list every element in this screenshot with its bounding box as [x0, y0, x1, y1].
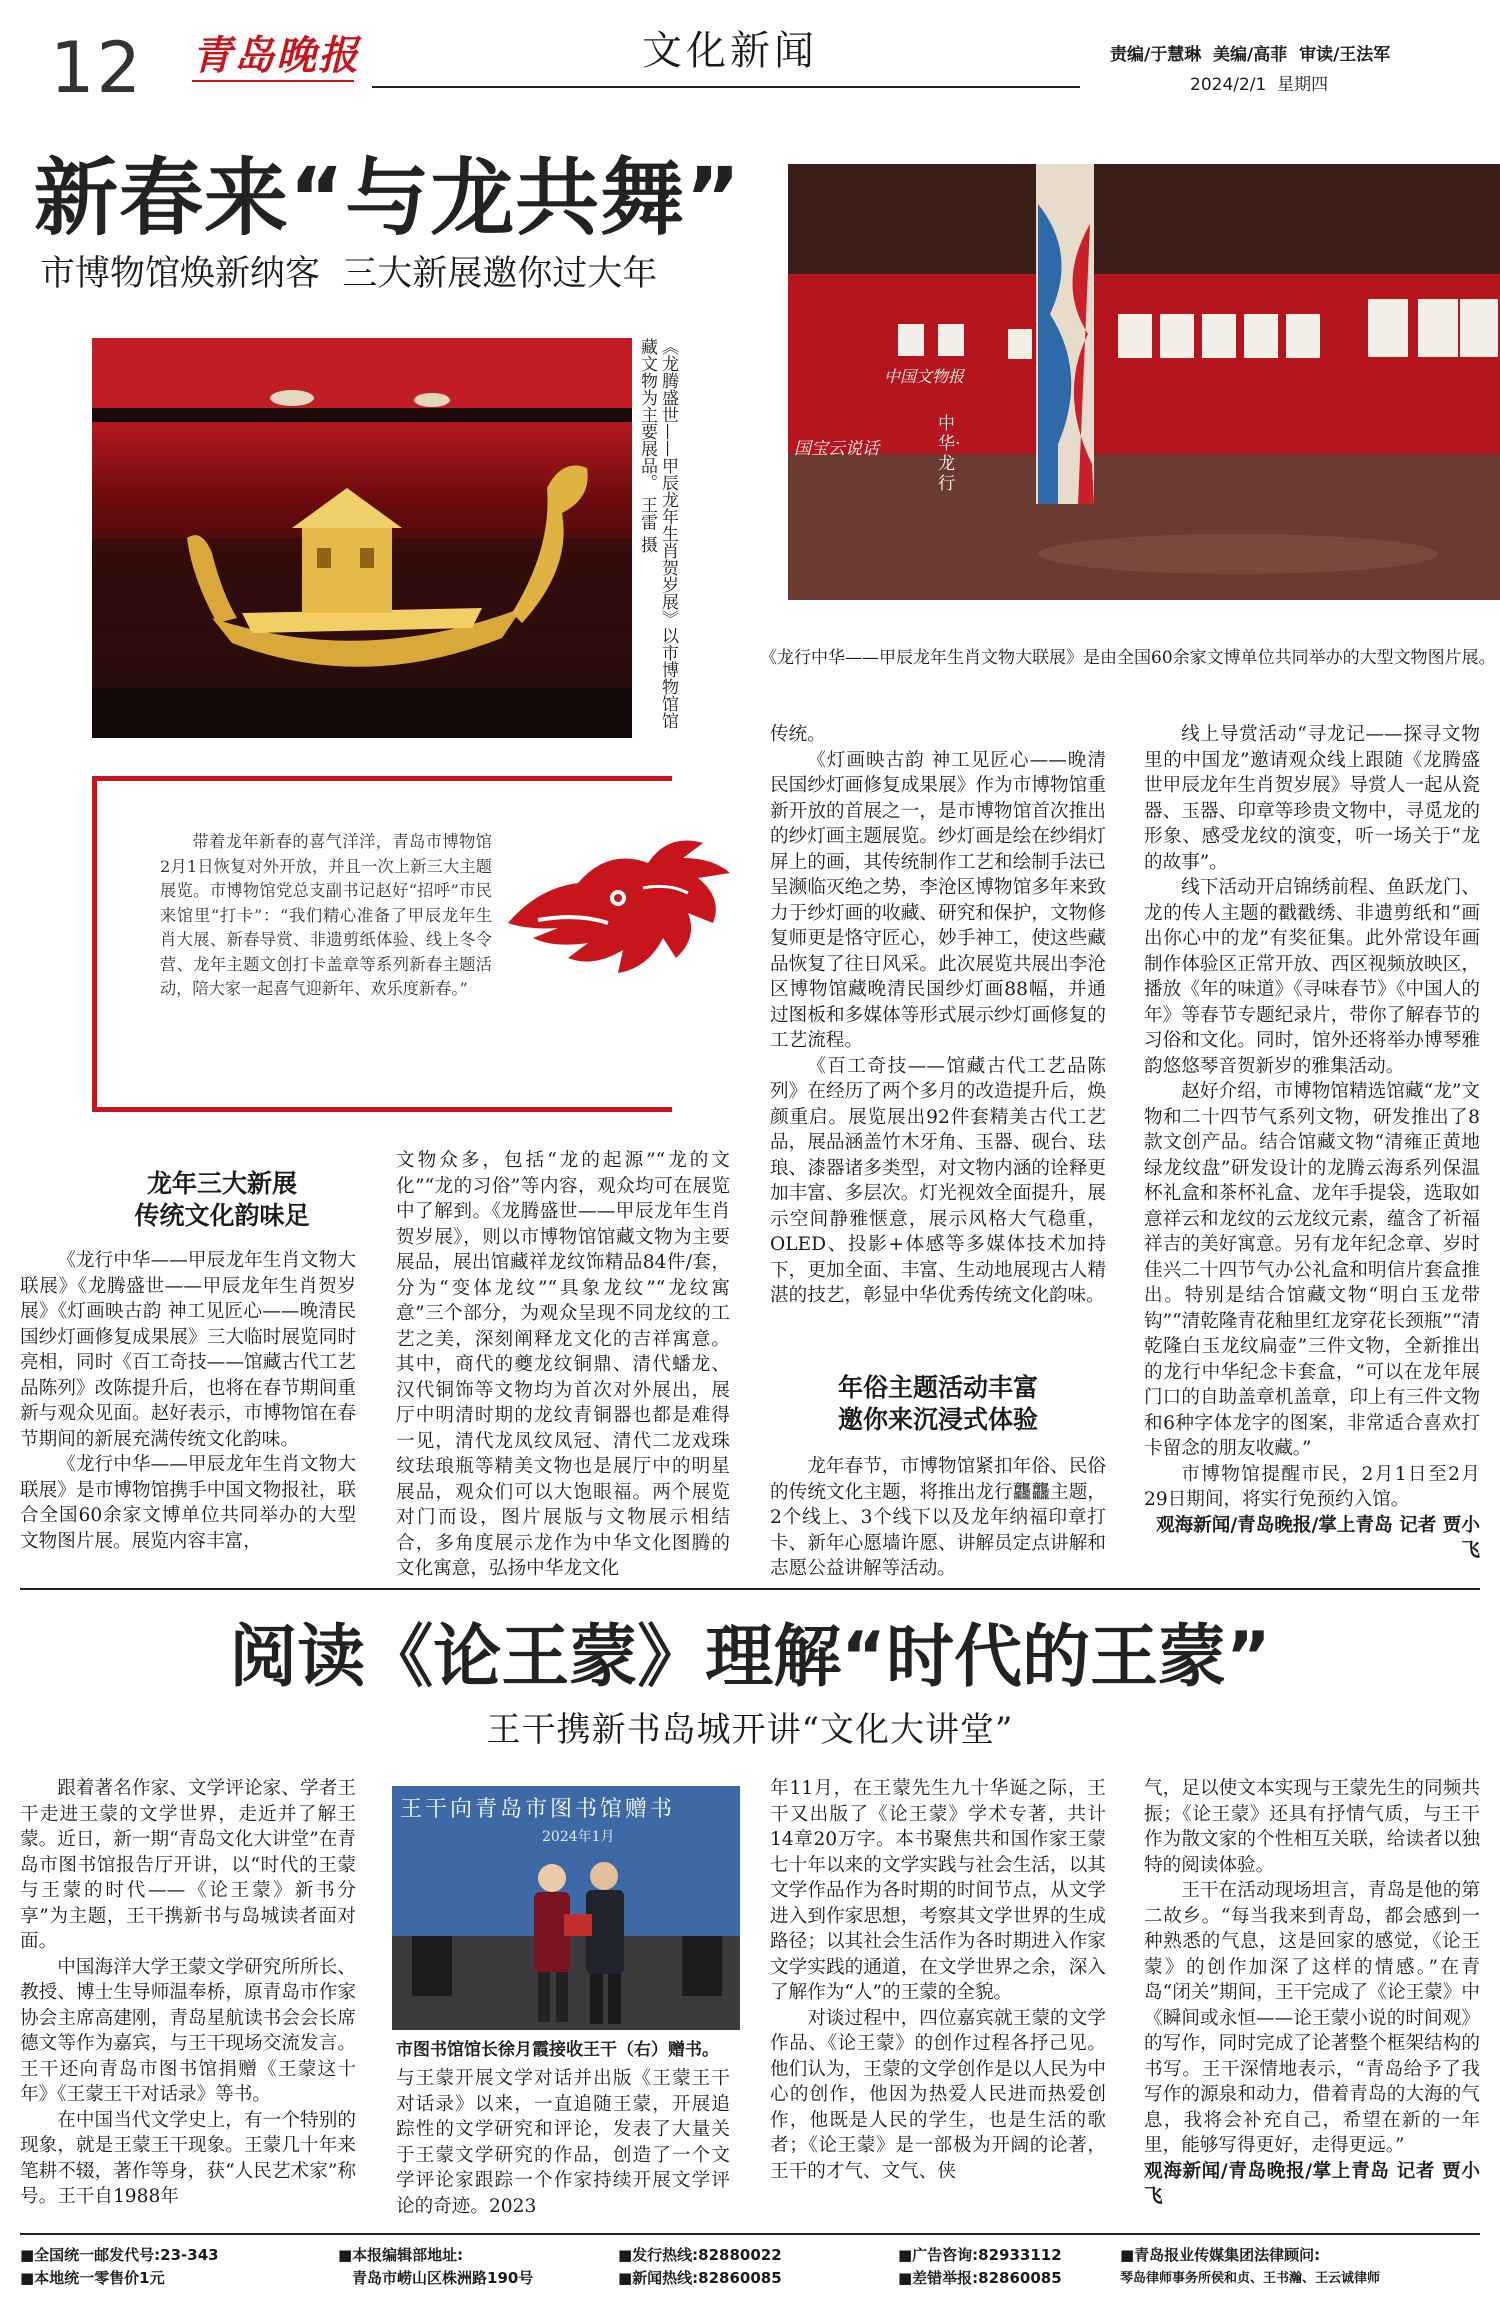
- a1-col2: [396, 1148, 730, 1582]
- a2-col1-p1: 跟着著名作家、文学评论家、学者王干走进王蒙的文学世界，走近并了解王蒙。近日，新一期“青岛文化大讲堂”在青岛市图书馆报告厅开讲，以“时代的王蒙与王蒙的时代——《论王蒙》新书分享”为主题，王干携新书与岛城读者面对面。: [20, 1778, 356, 1952]
- subhead-1b-line2: 邀你来沉浸式体验: [837, 1405, 1038, 1434]
- a1-col4-p4: 市博物馆提醒市民，2月1日至2月29日期间，将实行免预约入馆。: [1144, 1463, 1480, 1510]
- dragon-papercut-icon: [498, 828, 736, 1008]
- a1-col3-p3: 《百工奇技——馆藏古代工艺品陈列》在经历了两个多月的改造提升后，焕颜重启。展览展出92件套精美古代工艺品，展品涵盖竹木牙角、玉器、砚台、珐琅、漆器诸多类型，对文物内涵的诠释更加丰富、多层次。灯光视效全面提升，展示空间静雅惬意，展示风格大气稳重，OLED、投影+体感等多媒体技术加持下，更加全面、丰富、生动地展现古人精湛的技艺，彰显中华优秀传统文化韵味。: [770, 1055, 1106, 1306]
- footer-col-postal: [20, 2244, 300, 2290]
- header-rule-left: [192, 80, 354, 82]
- header-rule: [372, 86, 1080, 88]
- headline-1: 新春来“与龙共舞”: [34, 149, 742, 247]
- a1-col3: [770, 722, 1106, 1309]
- masthead-logo: 青岛晚报: [192, 32, 360, 79]
- headline-2: 阅读《论王蒙》理解“时代的王蒙”: [229, 1618, 1271, 1697]
- photo3-date: 2024年1月: [542, 1829, 615, 1845]
- a1-byline: 观海新闻/青岛晚报/掌上青岛 记者 贾小飞: [1155, 1514, 1480, 1561]
- footer-distribution-hotline: ■发行热线:82880022: [618, 2246, 782, 2264]
- a1-col4-p3: 赵好介绍，市博物馆精选馆藏“龙”文物和二十四节气系列文物，研发推出了8款文创产品。结合馆藏文物“清雍正黄地绿龙纹盘”研发设计的龙腾云海系列保温杯礼盒和茶杯礼盒、龙年手提袋，选取如意祥云和龙纹的云龙纹元素，蕴含了祈福祥吉的美好寓意。另有龙年纪念章、岁时佳兴二十四节气办公礼盒和明信片套盒推出。特别是结合馆藏文物“明白玉龙带钩”“清乾隆青花釉里红龙穿花长颈瓶”“清乾隆白玉龙纹扁壶”三件文物，全新推出的龙行中华纪念卡套盒，“可以在龙年展门口的自助盖章机盖章，印上有三件文物和6种字体龙字的图案，非常适合喜欢打卡留念的朋友收藏。”: [1144, 1081, 1480, 1459]
- footer-error-report: ■差错举报:82860085: [898, 2269, 1062, 2287]
- footer-postal-code: ■全国统一邮发代号:23-343: [20, 2246, 219, 2264]
- footer-col-legal: [1120, 2244, 1480, 2290]
- a2-col2: [396, 2066, 730, 2219]
- a2-col3: [770, 1776, 1106, 2184]
- photo2-caption: 《龙行中华——甲辰龙年生肖文物大联展》是由全国60余家文博单位共同举办的大型文物图片展。: [760, 648, 1496, 668]
- a1-col3-p2: 《灯画映古韵 神工见匠心——晚清民国纱灯画修复成果展》作为市博物馆重新开放的首展之一，是市博物馆首次推出的纱灯画主题展览。纱灯画是绘在纱绢灯屏上的画，其传统制作工艺和绘制手法已呈濒临灭绝之势，李沧区博物馆多年来致力于纱灯画的收藏、研究和保护，文物修复师更是恪守匠心，妙手神工，使这些藏品恢复了往日风采。此次展览共展出李沧区博物馆藏晚清民国纱灯画88幅，并通过图板和多媒体等形式展示纱灯画修复的工艺流程。: [770, 749, 1106, 1051]
- a2-col2-p1: 与王蒙开展文学对话并出版《王蒙王干对话录》以来，一直追随王蒙，开展追踪性的文学研究和评论，发表了大量关于王蒙文学研究的作品，创造了一个文学评论家跟踪一个作家持续开展文学评论的奇迹。2023: [396, 2068, 730, 2217]
- exhibition-hall-photo: [788, 164, 1500, 600]
- a2-byline: 观海新闻/青岛晚报/掌上青岛 记者 贾小飞: [1144, 2160, 1480, 2207]
- subhead-1a: [52, 1168, 392, 1232]
- a1-col4: [1144, 722, 1480, 1564]
- a1-col2-p1: 文物众多，包括“龙的起源”“龙的文化”“龙的习俗”等内容，观众均可在展览中了解到。《龙腾盛世——甲辰龙年生肖贺岁展》，则以市博物馆馆藏文物为主要展品，展出馆藏祥龙纹饰精品84件/套，分为“变体龙纹”“具象龙纹”“龙纹寓意”三个部分，为观众呈现不同龙纹的工艺之美，深刻阐释龙文化的吉祥寓意。其中，商代的夔龙纹铜鼎、清代蟠龙、汉代铜饰等文物均为首次对外展出，展厅中明清时期的龙纹青铜器也都是难得一见，清代龙凤纹凤冠、清代二龙戏珠纹珐琅瓶等精美文物也是展厅中的明星展品，观众们可以大饱眼福。两个展览对门而设，图片展版与文物展示相结合，多角度展示龙作为中华文化图腾的文化寓意，弘扬中华龙文化: [396, 1150, 730, 1579]
- a2-col4-p1: 气，足以使文本实现与王蒙先生的同频共振；《论王蒙》还具有抒情气质，与王干作为散文家的个性相互关联，给读者以独特的阅读体验。: [1144, 1778, 1480, 1876]
- a1-col3-p4: 龙年春节，市博物馆紧扣年俗、民俗的传统文化主题，将推出龙行龘龘主题，2个线上、3个线下以及龙年纳福印章打卡、新年心愿墙许愿、讲解员定点讲解和志愿公益讲解等活动。: [770, 1456, 1106, 1579]
- footer-ad-inquiry: ■广告咨询:82933112: [898, 2246, 1062, 2264]
- footer: [20, 2244, 1480, 2294]
- a2-col4-p2: 王干在活动现场坦言，青岛是他的第二故乡。“每当我来到青岛，都会感到一种熟悉的气息，这是回家的感觉，《论王蒙》的创作加深了这样的情感。”在青岛“闭关”期间，王干完成了《论王蒙》中《瞬间或永恒——论王蒙小说的时间观》的写作，同时完成了论著整个框架结构的书写。王干深情地表示，“青岛给予了我写作的源泉和动力，借着青岛的大海的气息，我将会补充自己，希望在新的一年里，能够写得更好，走得更远。”: [1144, 1880, 1480, 2156]
- footer-legal-names: 琴岛律师事务所侯和贞、王书瀚、王云诚律师: [1120, 2271, 1381, 2286]
- a1-col3-p1: 传统。: [770, 724, 826, 745]
- a1-col1: [20, 1248, 356, 1554]
- footer-news-hotline: ■新闻热线:82860085: [618, 2269, 782, 2287]
- dragon-boat-photo: [92, 338, 632, 738]
- a2-col1-p2: 中国海洋大学王蒙文学研究所所长、教授、博士生导师温奉桥，原青岛市作家协会主席高建刚，青岛星航读书会会长席德文等作为嘉宾，与王干现场交流发言。王干还向青岛市图书馆捐赠《王蒙这十年》《王蒙王干对话录》等书。: [20, 1956, 356, 2105]
- subheadline-2: 王干携新书岛城开讲“文化大讲堂”: [486, 1710, 1014, 1750]
- dragon-boat-image: [92, 338, 632, 738]
- photo2-sign-2: 国宝云说话: [794, 439, 879, 459]
- a1-col4-p1: 线上导赏活动“寻龙记——探寻文物里的中国龙”邀请观众线上跟随《龙腾盛世甲辰龙年生肖贺岁展》导赏人一起从瓷器、玉器、印章等珍贵文物中，寻觅龙的形象、感受龙纹的演变，听一场关于“龙的故事”。: [1144, 724, 1480, 873]
- a2-col1-p3: 在中国当代文学史上，有一个特别的现象，就是王蒙王干现象。王蒙几十年来笔耕不辍，著作等身，获“人民艺术家”称号。王干自1988年: [20, 2109, 356, 2207]
- footer-col-address: [338, 2244, 618, 2290]
- footer-rule: [20, 2233, 1480, 2235]
- photo2-sign-3: 中华·龙行: [938, 414, 961, 494]
- footer-col-ads: [898, 2244, 1158, 2290]
- quote-text: 带着龙年新春的喜气洋洋，青岛市博物馆2月1日恢复对外开放，并且一次上新三大主题展览。市博物馆党总支副书记赵好“招呼”市民来馆里“打卡”：“我们精心准备了甲辰龙年生肖大展、新春导赏、非遗剪纸体验、线上冬令营、龙年主题文创打卡盖章等系列新春主题活动，陪大家一起喜气迎新年、欢乐度新春。”: [160, 832, 492, 998]
- photo3-caption: 市图书馆馆长徐月霞接收王干（右）赠书。: [396, 2040, 719, 2060]
- a1-col1-p1: 《龙行中华——甲辰龙年生肖文物大联展》《龙腾盛世——甲辰龙年生肖贺岁展》《灯画映古韵 神工见匠心——晚清民国纱灯画修复成果展》三大临时展览同时亮相，同时《百工奇技——馆藏古代工艺品陈列》改陈提升后，也将在春节期间重新与观众见面。赵好表示，市博物馆在春节期间的新展充满传统文化韵味。: [20, 1250, 356, 1450]
- editors-line: 责编/于慧琳 美编/高菲 审读/王法军: [1110, 45, 1391, 65]
- a2-col3-p1: 年11月，在王蒙先生九十华诞之际，王干又出版了《论王蒙》学术专著，共计14章20万字。本书聚焦共和国作家王蒙七十年以来的文学实践与社会生活，以其文学作品作为各时期的时间节点，从文学进入到作家思想，考察其文学世界的生成路径；以其社会生活作为各时期进入作家文学实践的通道，在文学世界之余，深入了解作为“人”的王蒙的全貌。: [770, 1778, 1106, 2003]
- issue-date: 2024/2/1 星期四: [1190, 75, 1329, 95]
- subhead-1b-line1: 年俗主题活动丰富: [837, 1373, 1038, 1402]
- subhead-1b: [770, 1372, 1106, 1436]
- footer-col-hotlines: [618, 2244, 888, 2290]
- a2-col4: [1144, 1776, 1480, 2210]
- footer-legal-title: ■青岛报业传媒集团法律顾问:: [1120, 2246, 1321, 2264]
- section-title: 文化新闻: [642, 28, 818, 74]
- a2-col3-p2: 对谈过程中，四位嘉宾就王蒙的文学作品、《论王蒙》的创作过程各抒己见。他们认为，王蒙的文学创作是以人民为中心的创作，他因为热爱人民进而热爱创作，他既是人民的学生，也是生活的歌者；《论王蒙》是一部极为开阔的论著，王干的才气、文气、侠: [770, 2007, 1106, 2182]
- a1-col4-p2: 线下活动开启锦绣前程、鱼跃龙门、龙的传人主题的戳戳绣、非遗剪纸和“画出你心中的龙”有奖征集。此外常设年画制作体验区正常开放、西区视频放映区，播放《年的味道》《寻味春节》《中国人的年》等春节专题纪录片，带你了解春节的习俗和文化。同时，馆外还将举办博琴雅韵悠悠琴音贺新岁的雅集活动。: [1144, 877, 1480, 1077]
- a1-col3-after: [770, 1454, 1106, 1582]
- footer-retail-price: ■本地统一零售价1元: [20, 2269, 165, 2287]
- article-divider: [20, 1588, 1480, 1590]
- subhead-1a-line2: 传统文化韵味足: [134, 1201, 310, 1230]
- subheadline-1: 市博物馆焕新纳客 三大新展邀你过大年: [40, 254, 658, 294]
- footer-address-label: ■本报编辑部地址:: [338, 2246, 464, 2264]
- footer-address: 青岛市崂山区株洲路190号: [352, 2269, 534, 2287]
- book-donation-photo: [392, 1786, 740, 2030]
- a2-col1: [20, 1776, 356, 2210]
- subhead-1a-line1: 龙年三大新展: [146, 1169, 297, 1198]
- a1-col1-p2: 《龙行中华——甲辰龙年生肖文物大联展》是市博物馆携手中国文物报社，联合全国60余家文博单位共同举办的大型文物图片展。展览内容丰富，: [20, 1454, 356, 1552]
- photo3-banner: 王干向青岛市图书馆赠书: [400, 1797, 676, 1822]
- photo1-caption: 《龙腾盛世——甲辰龙年生肖贺岁展》以市博物馆馆藏文物为主要展品。 王雷 摄: [637, 338, 678, 729]
- photo2-sign-1: 中国文物报: [884, 367, 965, 386]
- page-number: 12: [50, 27, 144, 109]
